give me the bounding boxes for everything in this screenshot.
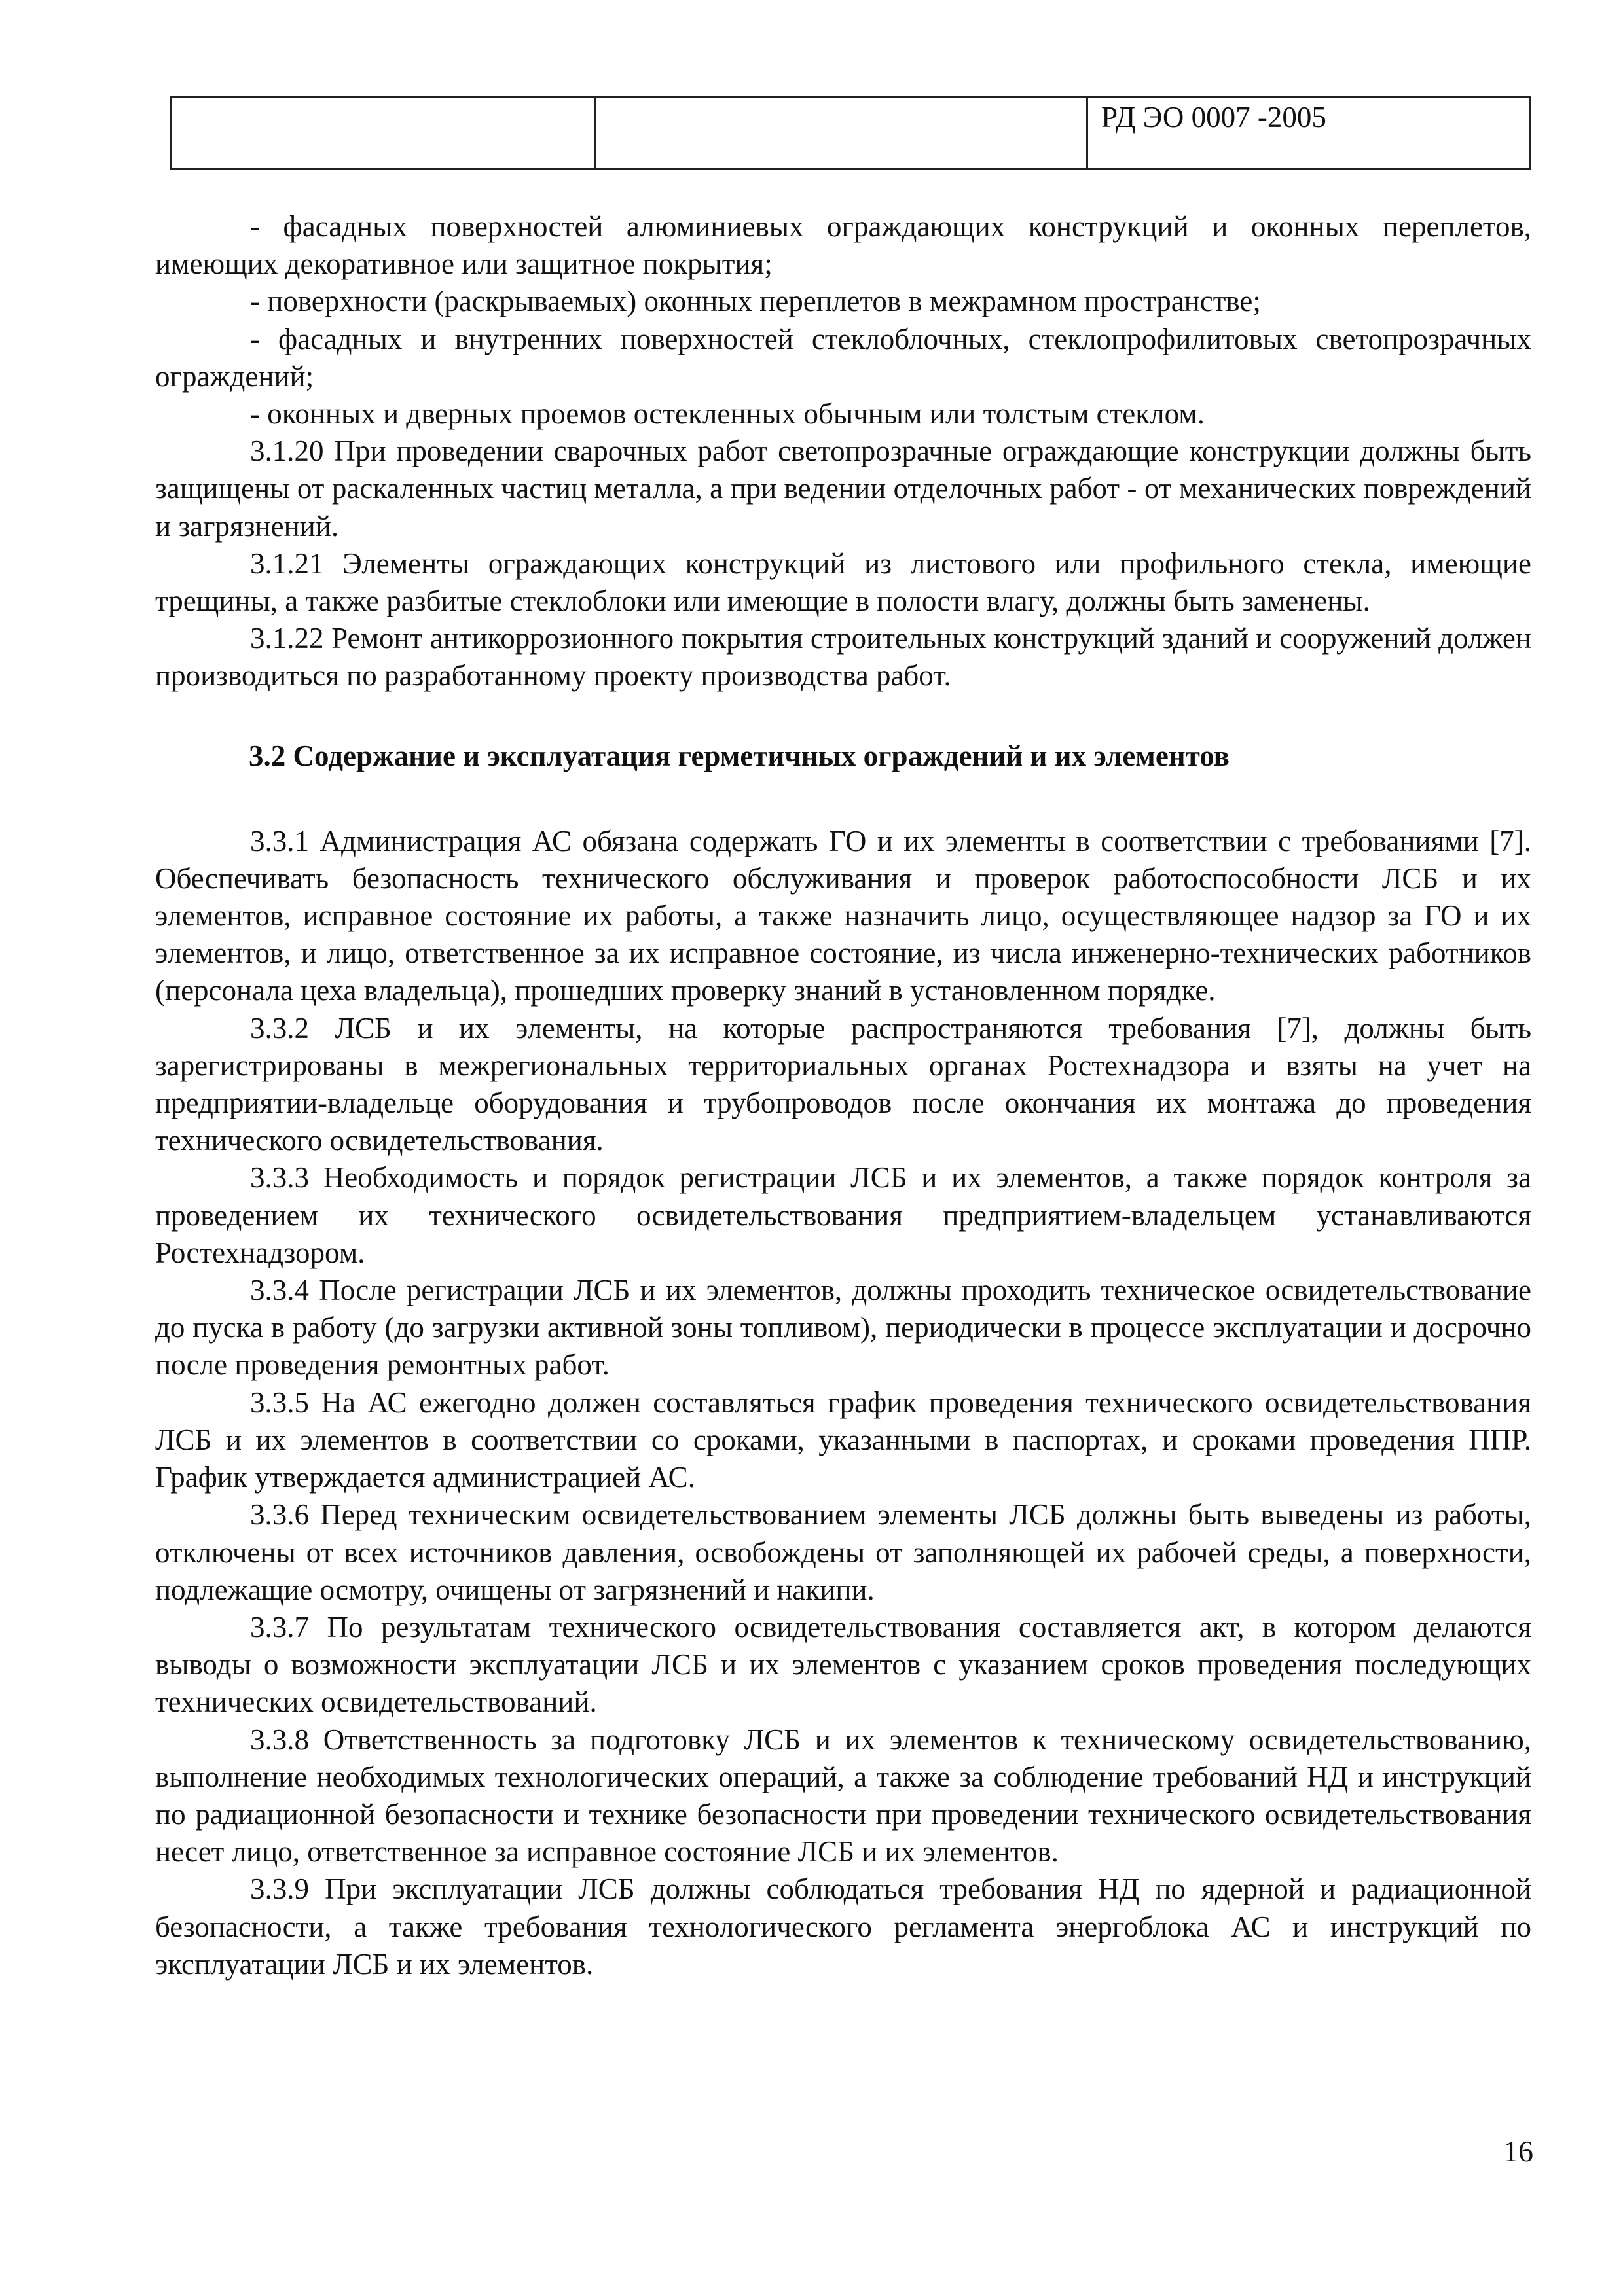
paragraph-3-3-3: 3.3.3 Необходимость и порядок регистрации ЛСБ и их элементов, а также порядок контроля за проведением их технического освидетельствования предприятием-владельцем устанавливаются Ростехнадзором. <box>155 1161 1531 1269</box>
paragraph-3-3-8: 3.3.8 Ответственность за подготовку ЛСБ и их элементов к техническому освидетельствованию, выполнение необходимых технологических операций, а также за соблюдение требований НД и инструкций по радиационной безопасности и технике безопасности при проведении технического освидетельствования несет лицо, ответственное за исправное состояние ЛСБ и их элементов. <box>155 1723 1531 1869</box>
paragraph-3-3-5: 3.3.5 На АС ежегодно должен составляться график проведения технического освидетельствования ЛСБ и их элементов в соответствии со сроками, указанными в паспортах, и сроками проведения ППР. График утверждается администрацией АС. <box>155 1386 1531 1494</box>
paragraph-3-3-9: 3.3.9 При эксплуатации ЛСБ должны соблюдаться требования НД по ядерной и радиационной безопасности, а также требования технологического регламента энергоблока АС и инструкций по эксплуатации ЛСБ и их элементов. <box>155 1873 1531 1981</box>
list-item-glass-block-surfaces: - фасадных и внутренних поверхностей стеклоблочных, стеклопрофилитовых светопрозрачных ограждений; <box>155 322 1531 393</box>
document-body <box>155 208 1531 1983</box>
document-code: РД ЭО 0007 -2005 <box>1087 97 1530 170</box>
header-table <box>170 96 1531 170</box>
section-heading-3-2: 3.2 Содержание и эксплуатация герметичных ограждений и их элементов <box>249 739 1230 772</box>
spacer <box>155 775 1531 823</box>
header-cell-empty-2 <box>596 97 1087 170</box>
paragraph-3-3-4: 3.3.4 После регистрации ЛСБ и их элементов, должны проходить техническое освидетельствование до пуска в работу (до загрузки активной зоны топливом), периодически в процессе эксплуатации и досрочно после проведения ремонтных работ. <box>155 1274 1531 1382</box>
list-item-facade-surfaces: - фасадных поверхностей алюминиевых ограждающих конструкций и оконных переплетов, имеющих декоративное или защитное покрытия; <box>155 210 1531 281</box>
header-cell-empty-1 <box>172 97 596 170</box>
paragraph-3-1-20: 3.1.20 При проведении сварочных работ светопрозрачные ограждающие конструкции должны быть защищены от раскаленных частиц металла, а при ведении отделочных работ - от механических повреждений и загрязнений. <box>155 435 1531 543</box>
list-item-door-window-openings: - оконных и дверных проемов остекленных обычным или толстым стеклом. <box>250 397 1205 431</box>
page-number: 16 <box>1503 2134 1533 2168</box>
paragraph-3-3-6: 3.3.6 Перед техническим освидетельствованием элементы ЛСБ должны быть выведены из работы, отключены от всех источников давления, освобождены от заполняющей их рабочей среды, а поверхности, подлежащие осмотру, очищены от загрязнений и накипи. <box>155 1498 1531 1606</box>
paragraph-3-1-21: 3.1.21 Элементы ограждающих конструкций из листового или профильного стекла, имеющие трещины, а также разбитые стеклоблоки или имеющие в полости влагу, должны быть заменены. <box>155 547 1531 618</box>
paragraph-3-3-7: 3.3.7 По результатам технического освидетельствования составляется акт, в котором делаются выводы о возможности эксплуатации ЛСБ и их элементов с указанием сроков проведения последующих технических освидетельствований. <box>155 1610 1531 1719</box>
list-item-window-frames: - поверхности (раскрываемых) оконных переплетов в межрамном пространстве; <box>250 285 1261 318</box>
paragraph-3-3-1: 3.3.1 Администрация АС обязана содержать ГО и их элементы в соответствии с требованиями [7]. Обеспечивать безопасность технического обслуживания и проверок работоспособности ЛСБ и их элементов, исправное состояние их работы, а также назначить лицо, осуществляющее надзор за ГО и их элементов, и лицо, ответственное за их исправное состояние, из числа инженерно-технических работников (персонала цеха владельца), прошедших проверку знаний в установленном порядке. <box>155 824 1531 1007</box>
paragraph-3-3-2: 3.3.2 ЛСБ и их элементы, на которые распространяются требования [7], должны быть зарегистрированы в межрегиональных территориальных органах Ростехнадзора и взяты на учет на предприятии-владельце оборудования и трубопроводов после окончания их монтажа до проведения технического освидетельствования. <box>155 1011 1531 1157</box>
header-row <box>172 97 1530 170</box>
paragraph-3-1-22: 3.1.22 Ремонт антикоррозионного покрытия строительных конструкций зданий и сооружений должен производиться по разработанному проекту производства работ. <box>155 622 1531 692</box>
